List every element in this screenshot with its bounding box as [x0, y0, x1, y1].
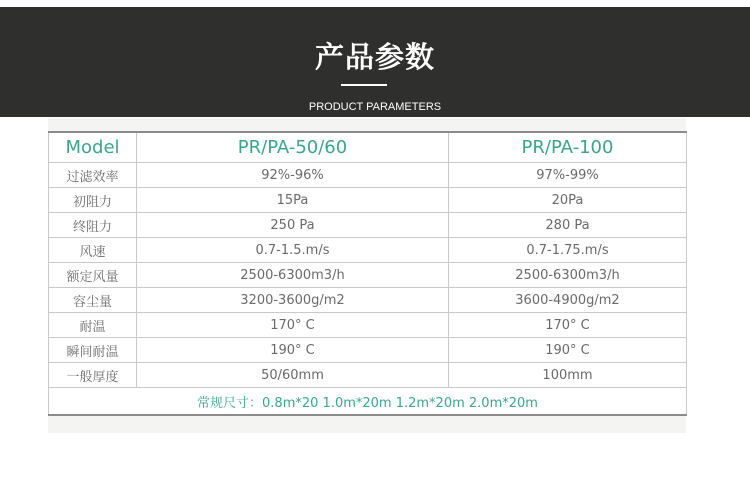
title-banner: [0, 7, 750, 117]
table-row: [49, 363, 687, 388]
header-model: Model: [49, 132, 137, 163]
cell-model-2: 20Pa: [449, 188, 687, 213]
table-row: [49, 188, 687, 213]
table-row: [49, 163, 687, 188]
cell-model-2: 3600-4900g/m2: [449, 288, 687, 313]
row-label: 额定风量: [49, 263, 137, 288]
cell-model-1: 92%-96%: [137, 163, 449, 188]
row-label: 容尘量: [49, 288, 137, 313]
cell-model-1: 250 Pa: [137, 213, 449, 238]
row-label: 一般厚度: [49, 363, 137, 388]
table-row: [49, 213, 687, 238]
cell-model-1: 15Pa: [137, 188, 449, 213]
header-model-2: PR/PA-100: [449, 132, 687, 163]
cell-model-2: 97%-99%: [449, 163, 687, 188]
row-label: 初阻力: [49, 188, 137, 213]
row-label: 终阻力: [49, 213, 137, 238]
spec-table: [48, 131, 687, 416]
page-subtitle: PRODUCT PARAMETERS: [308, 101, 442, 113]
cell-model-1: 2500-6300m3/h: [137, 263, 449, 288]
cell-model-2: 280 Pa: [449, 213, 687, 238]
table-row: [49, 288, 687, 313]
table-footer-row: [49, 388, 687, 416]
standard-sizes-note: 常规尺寸：0.8m*20 1.0m*20m 1.2m*20m 2.0m*20m: [49, 388, 687, 416]
cell-model-1: 50/60mm: [137, 363, 449, 388]
page-title: 产品参数: [314, 40, 435, 74]
table-row: [49, 238, 687, 263]
cell-model-2: 170° C: [449, 313, 687, 338]
row-label: 过滤效率: [49, 163, 137, 188]
row-label: 耐温: [49, 313, 137, 338]
table-row: [49, 263, 687, 288]
header-model-1: PR/PA-50/60: [137, 132, 449, 163]
row-label: 风速: [49, 238, 137, 263]
title-divider: [341, 84, 387, 86]
row-label: 瞬间耐温: [49, 338, 137, 363]
cell-model-2: 0.7-1.75.m/s: [449, 238, 687, 263]
cell-model-1: 170° C: [137, 313, 449, 338]
cell-model-2: 100mm: [449, 363, 687, 388]
cell-model-1: 0.7-1.5.m/s: [137, 238, 449, 263]
table-header-row: [49, 132, 687, 163]
cell-model-1: 190° C: [137, 338, 449, 363]
cell-model-2: 190° C: [449, 338, 687, 363]
table-row: [49, 338, 687, 363]
table-row: [49, 313, 687, 338]
cell-model-2: 2500-6300m3/h: [449, 263, 687, 288]
cell-model-1: 3200-3600g/m2: [137, 288, 449, 313]
